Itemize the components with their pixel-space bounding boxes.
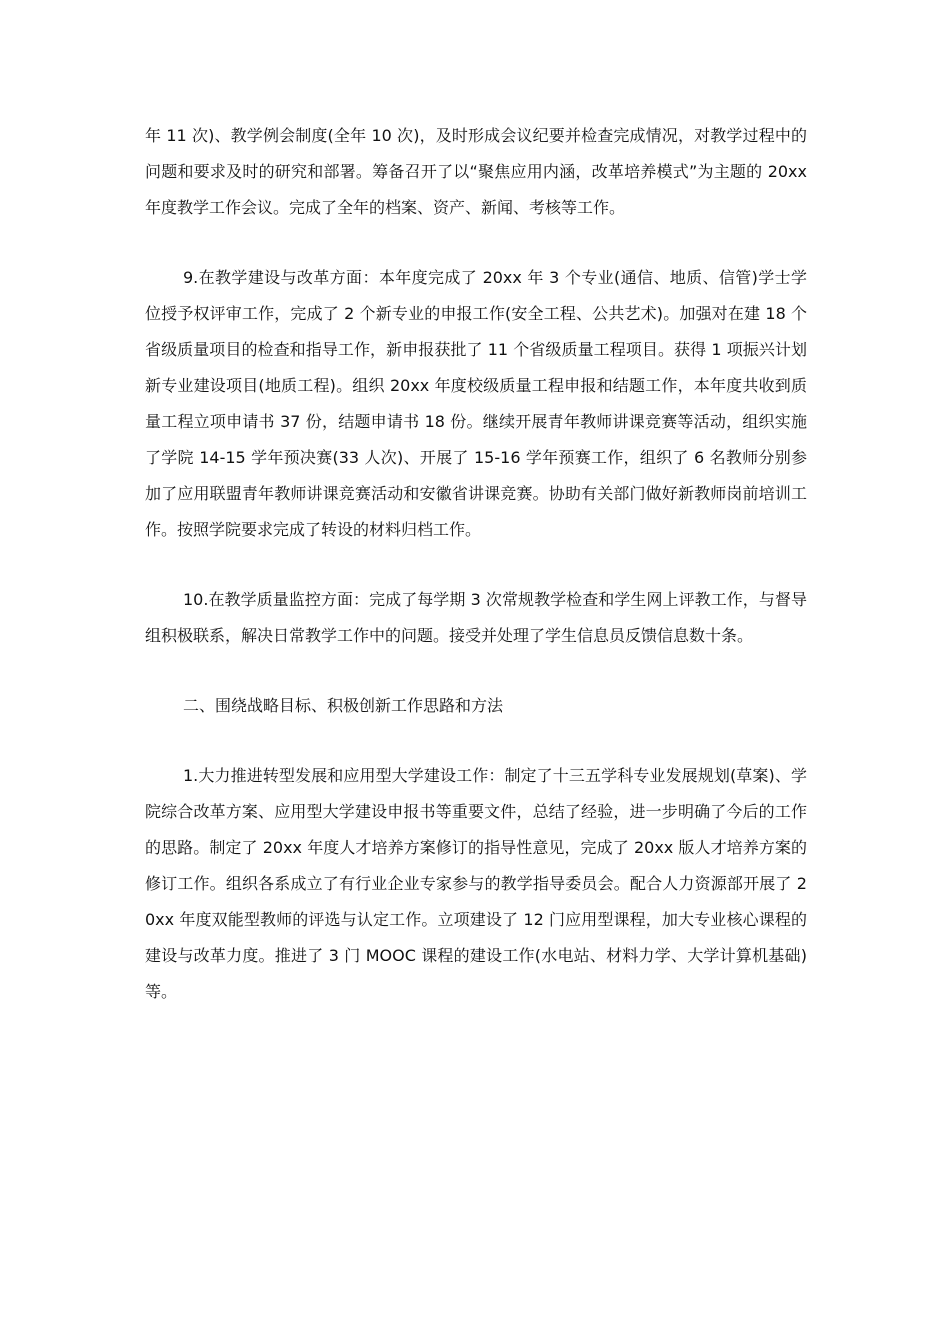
paragraph-section-2-item-1: 1.大力推进转型发展和应用型大学建设工作：制定了十三五学科专业发展规划(草案)、学院综合改革方案、应用型大学建设申报书等重要文件，总结了经验，进一步明确了今后的工作的思路。制定了 20xx 年度人才培养方案修订的指导性意见，完成了 20xx 版人才培养方案的修订工作。组织各系成立了有行业企业专家参与的教学指导委员会。配合人力资源部开展了 20xx 年度双能型教师的评选与认定工作。立项建设了 12 门应用型课程，加大专业核心课程的建设与改革力度。推进了 3 门 MOOC 课程的建设工作(水电站、材料力学、大学计算机基础)等。 [145,766,807,1001]
paragraph-gap [145,548,807,582]
paragraph-gap [145,654,807,688]
section-heading: 二、围绕战略目标、积极创新工作思路和方法 [183,696,504,715]
paragraph-gap [145,226,807,260]
paragraph-gap [145,724,807,758]
paragraph-item-9: 9.在教学建设与改革方面：本年度完成了 20xx 年 3 个专业(通信、地质、信管)学士学位授予权评审工作，完成了 2 个新专业的申报工作(安全工程、公共艺术)。加强对在建 18 个省级质量项目的检查和指导工作，新申报获批了 11 个省级质量工程项目。获得 1 项振兴计划新专业建设项目(地质工程)。组织 20xx 年度校级质量工程申报和结题工作，本年度共收到质量工程立项申请书 37 份，结题申请书 18 份。继续开展青年教师讲课竞赛等活动，组织实施了学院 14-15 学年预决赛(33 人次)、开展了 15-16 学年预赛工作，组织了 6 名教师分别参加了应用联盟青年教师讲课竞赛活动和安徽省讲课竞赛。协助有关部门做好新教师岗前培训工作。按照学院要求完成了转设的材料归档工作。 [145,268,807,539]
paragraph-continuation: 年 11 次)、教学例会制度(全年 10 次)，及时形成会议纪要并检查完成情况，对教学过程中的问题和要求及时的研究和部署。筹备召开了以“聚焦应用内涵，改革培养模式”为主题的 20xx 年度教学工作会议。完成了全年的档案、资产、新闻、考核等工作。 [145,126,807,217]
paragraph-item-10: 10.在教学质量监控方面：完成了每学期 3 次常规教学检查和学生网上评教工作，与督导组积极联系，解决日常教学工作中的问题。接受并处理了学生信息员反馈信息数十条。 [145,590,807,645]
document-page [145,118,807,1010]
